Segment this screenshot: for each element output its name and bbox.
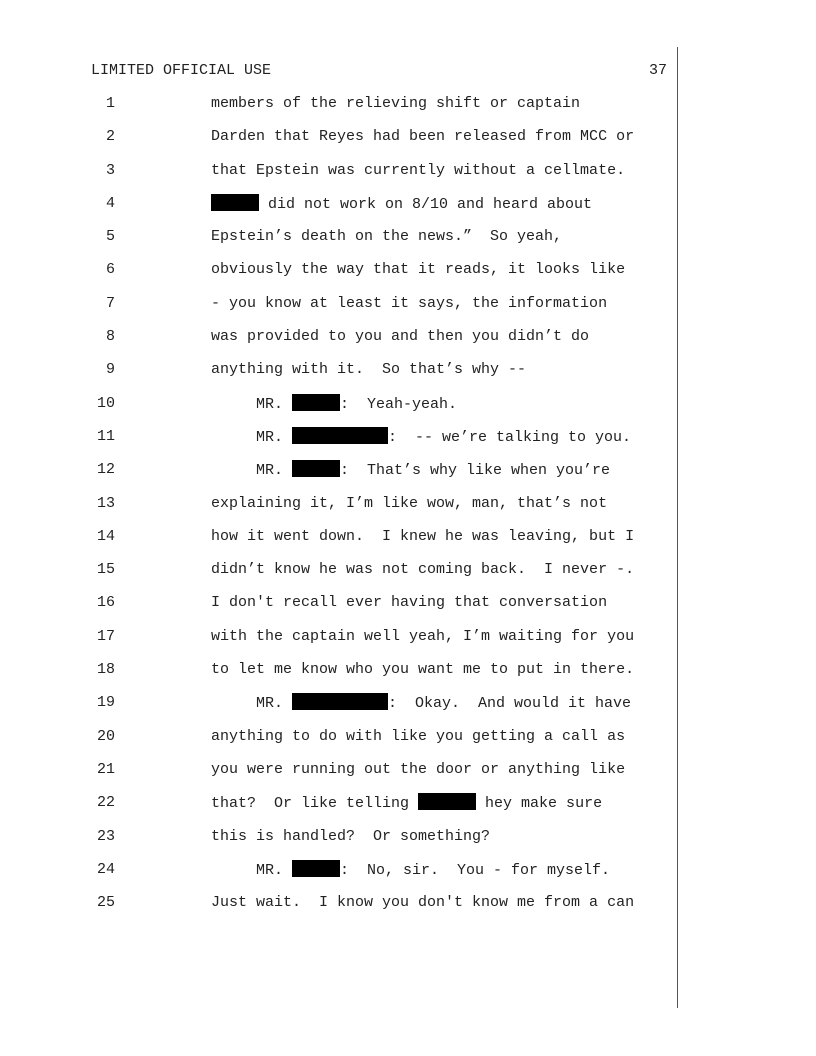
transcript-line: [0, 294, 816, 327]
transcript-line: [0, 660, 816, 693]
classification-header: LIMITED OFFICIAL USE: [91, 62, 272, 79]
line-number: 12: [96, 461, 115, 479]
transcript-lines: [0, 94, 816, 926]
line-text: with the captain well yeah, I’m waiting for you: [211, 627, 635, 645]
transcript-line: [0, 727, 816, 760]
transcript-line: [0, 327, 816, 360]
line-text: was provided to you and then you didn’t do: [211, 328, 590, 346]
line-number: 17: [96, 627, 115, 645]
line-text: that Epstein was currently without a cellmate.: [211, 161, 626, 179]
line-number: 3: [105, 161, 115, 179]
transcript-line: [0, 94, 816, 127]
line-number: 7: [105, 294, 115, 312]
line-text: this is handled? Or something?: [211, 827, 491, 845]
line-number: 22: [96, 794, 115, 812]
redaction-bar: [292, 693, 388, 710]
transcript-line: [0, 394, 816, 427]
line-text: how it went down. I knew he was leaving, but I: [211, 527, 635, 545]
redaction-bar: [211, 194, 259, 211]
transcript-line: [0, 260, 816, 293]
line-number: 8: [105, 328, 115, 346]
line-number: 24: [96, 860, 115, 878]
redaction-bar: [292, 427, 388, 444]
page-number: 37: [648, 62, 667, 79]
line-text: MR. : Okay. And would it have: [211, 695, 632, 713]
line-text: I don't recall ever having that conversation: [211, 594, 608, 612]
line-number: 2: [105, 128, 115, 146]
transcript-line: [0, 427, 816, 460]
transcript-line: [0, 227, 816, 260]
redaction-bar: [292, 394, 340, 411]
line-text: - you know at least it says, the information: [211, 294, 608, 312]
line-number: 13: [96, 494, 115, 512]
transcript-line: [0, 693, 816, 726]
transcript-line: [0, 627, 816, 660]
line-text: to let me know who you want me to put in there.: [211, 661, 635, 679]
line-text: MR. : -- we’re talking to you.: [211, 428, 632, 446]
line-text: anything to do with like you getting a call as: [211, 727, 626, 745]
transcript-line: [0, 827, 816, 860]
transcript-line: [0, 860, 816, 893]
line-number: 15: [96, 561, 115, 579]
line-text: didn’t know he was not coming back. I never -.: [211, 561, 635, 579]
line-text: members of the relieving shift or captain: [211, 95, 581, 112]
transcript-line: [0, 593, 816, 626]
line-number: 21: [96, 760, 115, 778]
line-number: 4: [105, 194, 115, 212]
redaction-bar: [292, 460, 340, 477]
transcript-line: [0, 460, 816, 493]
line-text: did not work on 8/10 and heard about: [211, 194, 592, 215]
transcript-line: [0, 793, 816, 826]
line-text: Darden that Reyes had been released from MCC or: [211, 128, 635, 146]
redaction-bar: [418, 793, 476, 810]
transcript-line: [0, 127, 816, 160]
transcript-line: [0, 893, 816, 926]
line-number: 1: [105, 95, 115, 112]
line-text: that? Or like telling hey make sure: [211, 795, 603, 813]
line-text: anything with it. So that’s why --: [211, 361, 527, 379]
line-number: 20: [96, 727, 115, 745]
line-text: Just wait. I know you don't know me from a can: [211, 894, 635, 912]
transcript-line: [0, 560, 816, 593]
line-number: 18: [96, 661, 115, 679]
line-text: MR. : No, sir. You - for myself.: [211, 861, 611, 879]
line-number: 10: [96, 394, 115, 412]
transcript-line: [0, 760, 816, 793]
transcript-line: [0, 494, 816, 527]
line-text: Epstein’s death on the news.” So yeah,: [211, 228, 563, 246]
line-number: 16: [96, 594, 115, 612]
line-number: 6: [105, 261, 115, 279]
line-number: 9: [105, 361, 115, 379]
line-text: you were running out the door or anything like: [211, 760, 626, 778]
line-number: 5: [105, 228, 115, 246]
line-text: MR. : That’s why like when you’re: [211, 462, 611, 480]
line-number: 11: [96, 427, 115, 445]
transcript-line: [0, 194, 816, 227]
line-number: 14: [96, 527, 115, 545]
line-number: 25: [96, 894, 115, 912]
transcript-line: [0, 360, 816, 393]
line-text: MR. : Yeah-yeah.: [211, 395, 458, 413]
redaction-bar: [292, 860, 340, 877]
transcript-line: [0, 527, 816, 560]
transcript-line: [0, 161, 816, 194]
line-text: explaining it, I’m like wow, man, that’s not: [211, 494, 608, 512]
line-text: obviously the way that it reads, it looks like: [211, 261, 626, 279]
line-number: 23: [96, 827, 115, 845]
line-number: 19: [96, 694, 115, 712]
